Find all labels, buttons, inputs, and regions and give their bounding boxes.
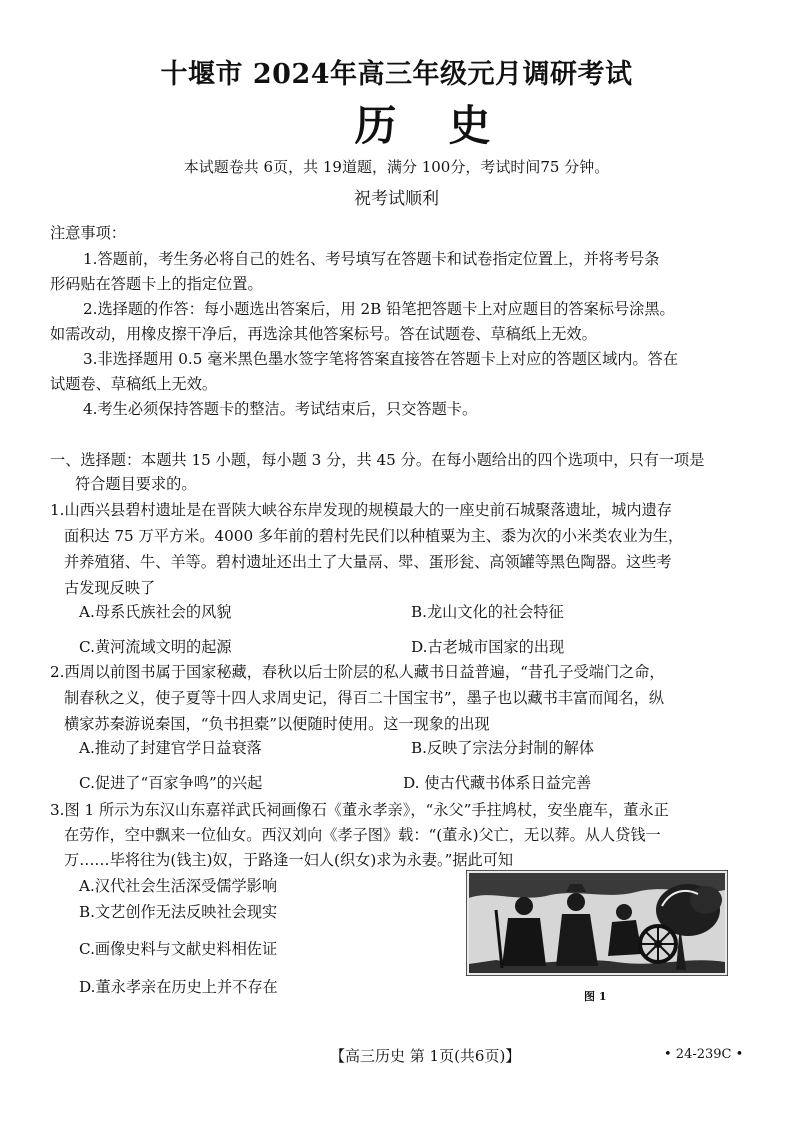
subject-title: 历史: [354, 101, 543, 150]
wishes-text: 祝考试顺利: [354, 189, 439, 209]
figure-1-caption: 图 1: [584, 990, 607, 1003]
section-heading: 一、选择题：本题共 15 小题，每小题 3 分，共 45 分。在每小题给出的四个选项中，只有一项是: [50, 451, 705, 469]
section-heading-cont: 符合题目要求的。: [75, 475, 197, 493]
question-1-text: 古发现反映了: [64, 579, 156, 597]
question-1-option-c[interactable]: C.黄河流域文明的起源: [79, 638, 232, 656]
notice-line: 如需改动，用橡皮擦干净后，再选涂其他答案标号。答在试题卷、草稿纸上无效。: [50, 325, 597, 343]
notice-line: 3.非选择题用 0.5 毫米黑色墨水签字笔将答案直接答在答题卡上对应的答题区域内。答在: [83, 350, 679, 368]
notice-line: 2.选择题的作答：每小题选出答案后，用 2B 铅笔把答题卡上对应题目的答案标号涂黑。: [83, 300, 675, 318]
question-3-text: 3.图 1 所示为东汉山东嘉祥武氏祠画像石《董永孝亲》，“永父”手拄鸠杖，安坐鹿车，董永正: [50, 801, 669, 819]
paper-code: • 24-239C •: [664, 1047, 744, 1062]
question-2-text: 2.西周以前图书属于国家秘藏，春秋以后士阶层的私人藏书日益普遍，“昔孔子受端门之命，: [50, 663, 665, 681]
question-2-text: 横家苏秦游说秦国，“负书担橐”以便随时使用。这一现象的出现: [64, 715, 490, 733]
question-2-text: 制春秋之义，使子夏等十四人求周史记，得百二十国宝书”，墨子也以藏书丰富而闻名，纵: [64, 689, 665, 707]
question-1-option-b[interactable]: B.龙山文化的社会特征: [411, 603, 564, 621]
notice-line: 形码贴在答题卡上的指定位置。: [50, 275, 263, 293]
notice-line: 4.考生必须保持答题卡的整洁。考试结束后，只交答题卡。: [83, 400, 478, 418]
question-3-option-a[interactable]: A.汉代社会生活深受儒学影响: [79, 877, 278, 895]
question-3-text: 万……毕将往为(钱主)奴，于路逢一妇人(织女)求为永妻。”据此可知: [64, 851, 514, 869]
exam-title: 十堰市 2024年高三年级元月调研考试: [160, 59, 633, 90]
question-1-text: 面积达 75 万平方米。4000 多年前的碧村先民们以种植粟为主、黍为次的小米类农业为生，: [64, 527, 684, 545]
question-3-option-d[interactable]: D.董永孝亲在历史上并不存在: [79, 978, 278, 996]
notice-line: 1.答题前，考生务必将自己的姓名、考号填写在答题卡和试卷指定位置上，并将考号条: [83, 250, 660, 268]
exam-info: 本试题卷共 6页，共 19道题，满分 100分，考试时间75 分钟。: [183, 158, 610, 176]
question-3-text: 在劳作，空中飘来一位仙女。西汉刘向《孝子图》载：“(董永)父亡，无以葬。从人贷钱一: [64, 826, 661, 844]
notice-line: 试题卷、草稿纸上无效。: [50, 375, 218, 393]
question-1-text: 并养殖猪、牛、羊等。碧村遗址还出土了大量鬲、斝、蛋形瓮、高领罐等黑色陶器。这些考: [64, 553, 672, 571]
question-2-option-d[interactable]: D. 使古代藏书体系日益完善: [403, 774, 592, 792]
question-1-option-d[interactable]: D.古老城市国家的出现: [411, 638, 565, 656]
page-footer: 【高三历史 第 1页(共6页)】: [330, 1047, 521, 1065]
question-2-option-b[interactable]: B.反映了宗法分封制的解体: [411, 739, 595, 757]
question-2-option-a[interactable]: A.推动了封建官学日益衰落: [79, 739, 262, 757]
question-1-option-a[interactable]: A.母系氏族社会的风貌: [79, 603, 232, 621]
question-3-option-c[interactable]: C.画像史料与文献史料相佐证: [79, 940, 278, 958]
question-2-option-c[interactable]: C.促进了“百家争鸣”的兴起: [79, 774, 263, 792]
question-3-option-b[interactable]: B.文艺创作无法反映社会现实: [79, 903, 278, 921]
figure-1-relief-image: [466, 870, 728, 976]
question-1-text: 1.山西兴县碧村遗址是在晋陕大峡谷东岸发现的规模最大的一座史前石城聚落遗址，城内遗存: [50, 501, 672, 519]
notice-heading: 注意事项：: [50, 224, 126, 242]
